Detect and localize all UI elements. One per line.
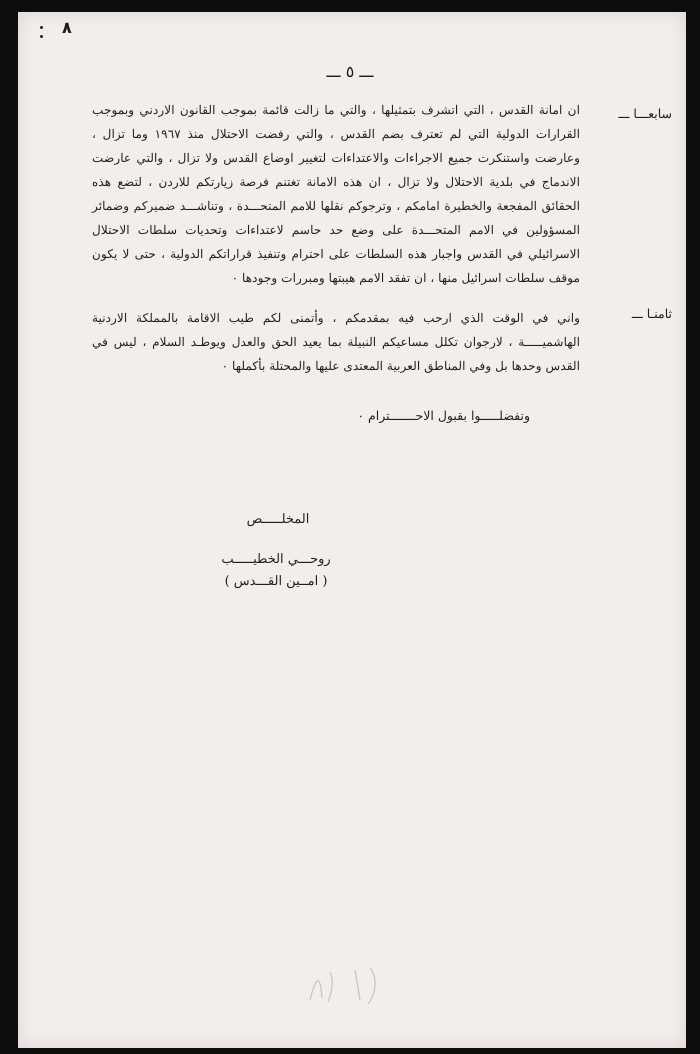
- signature-role: ( امــين القـــدس ): [224, 574, 328, 589]
- paragraph-seventh: ان امانة القدس ، التي اتشرف بتمثيلها ، والتي ما زالت قائمة بموجب القانون الاردني وبموجب القرارات الدولية التي لم تعترف بضم القدس ، والتي رفضت الاحتلال منذ ١٩٦٧ وما تزال ، وعارضت واستنكرت جميع الاجراءات والاعتداءات لتغيير اوضاع القدس ولا تزال ، والتي عارضت الاندماج في بلدية الاحتلال ولا تزال ، ان هذه الامانة تغتنم فرصة زيارتكم للاردن ، لتضع هذه الحقائق المفجعة والخطيرة امامكم ، وترجوكم نقلها للامم المتحـــدة ، وتناشـــد ضميركم وضمائر المسؤولين في الامم المتحـــدة على وضع حد حاسم لاعتداءات وتحديات سلطات الاحتلال الاسرائيلي في القدس واجبار هذه السلطات على احترام وتنفيذ قراراتكم الدولية ، حتى لا يكون موقف سلطات اسرائيل منها ، ان تفقد الامم هيبتها ومبررات وجودها ٠: [92, 103, 580, 285]
- closing-line: وتفضلـــــوا بقبول الاحـــــــترام ٠: [357, 408, 530, 423]
- section-label-seventh: سابعـــا ـــ: [618, 106, 672, 121]
- page-number: ـــ ٥ ـــ: [326, 62, 374, 81]
- signature-valediction: المخلـــــص: [246, 512, 310, 527]
- signature-name: روحـــي الخطيـــــب: [221, 552, 331, 567]
- hole-punch-marks: [40, 26, 46, 40]
- section-label-eighth: ثامنـا ـــ: [631, 306, 672, 321]
- corner-mark: ٨: [62, 18, 72, 37]
- paragraph-eighth: واني في الوقت الذي ارحب فيه بمقدمكم ، وأتمنى لكم طيب الاقامة بالمملكة الاردنية الهاشميـــــة ، لارجوان تكلل مساعيكم النبيلة بما يعيد الحق والعدل ويوطـد السلام ، ليس في القدس وحدها بل وفي المناطق العربية المعتدى عليها والمحتلة بأكملها ٠: [92, 311, 580, 373]
- pencil-scribble: [300, 960, 390, 1010]
